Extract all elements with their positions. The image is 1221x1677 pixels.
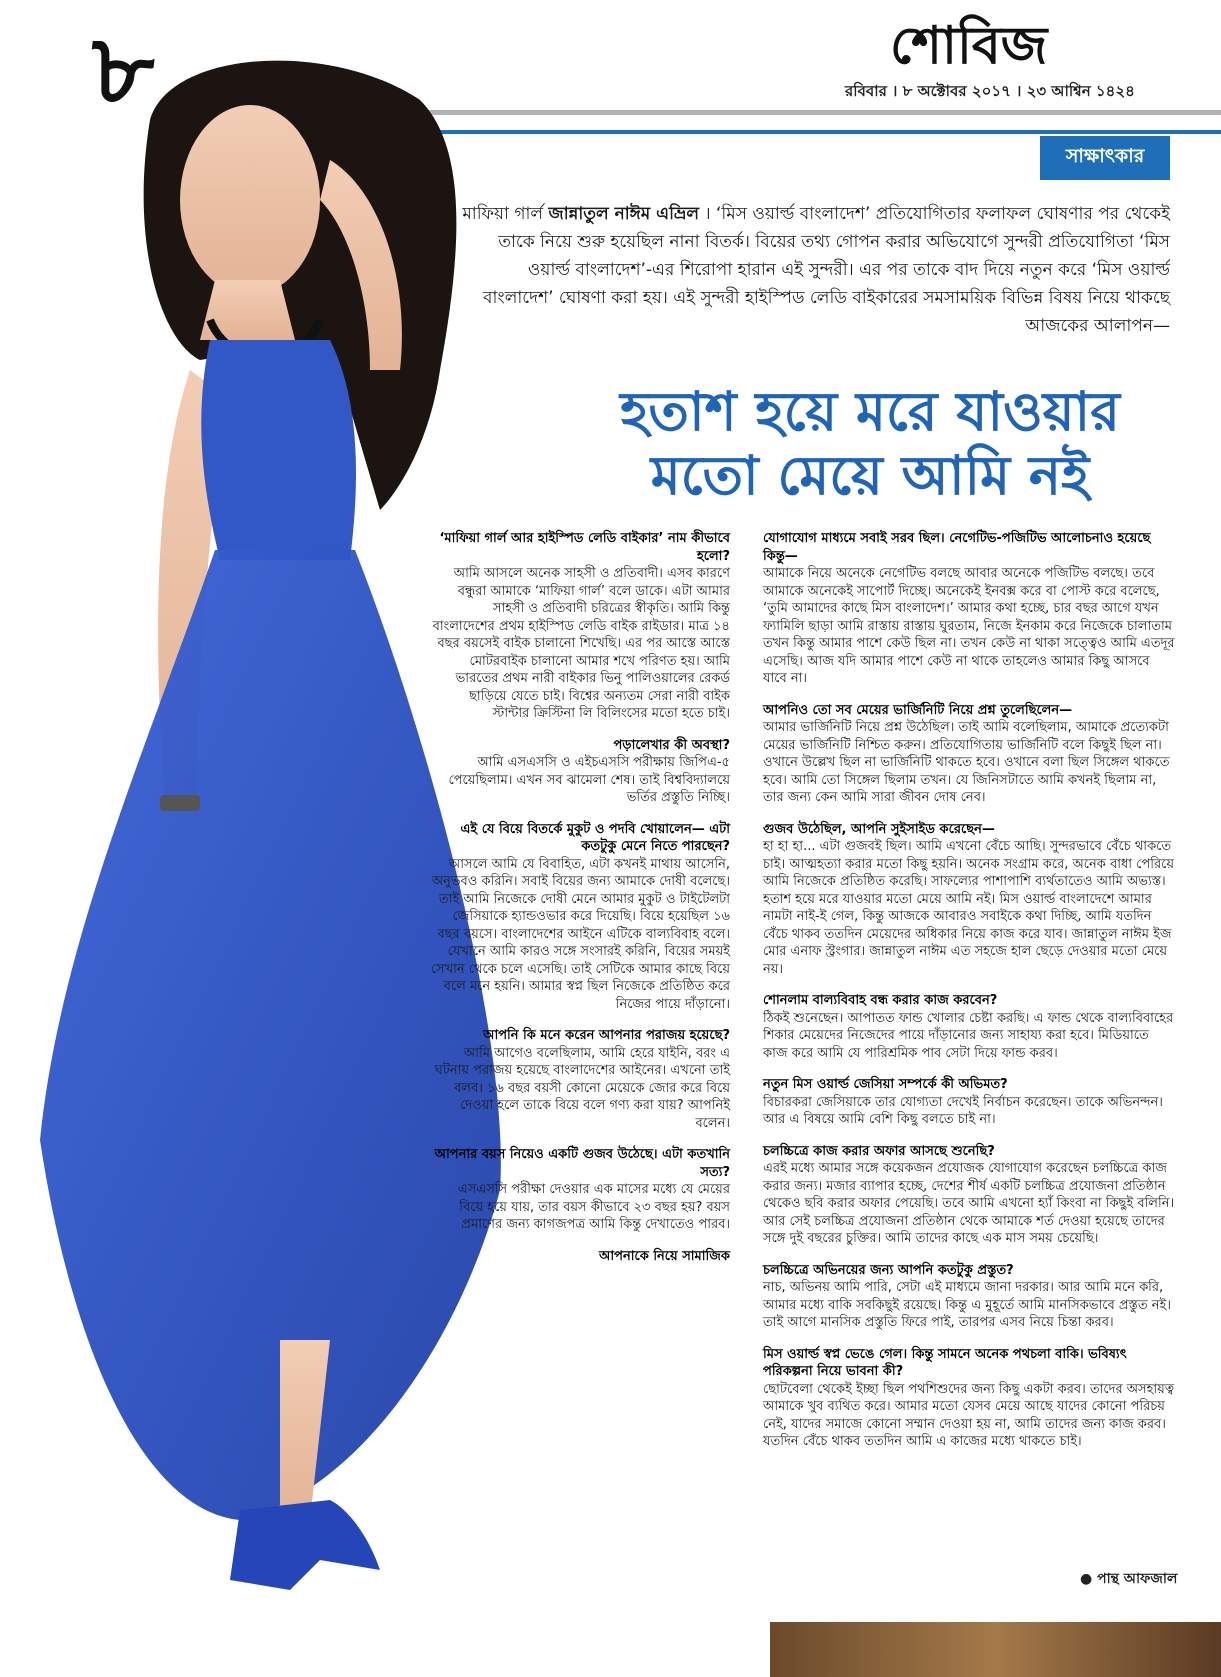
question: এই যে বিয়ে বিতর্কে মুকুট ও পদবি খোয়ালেন— এটা কতটুকু মেনে নিতে পারছেন? bbox=[460, 821, 730, 854]
question: আপনি কি মনে করেন আপনার পরাজয় হয়েছে? bbox=[483, 1028, 730, 1043]
answer: আমি আগেও বলেছিলাম, আমি হেরে যাইনি, বরং এ ঘটনায় পরাজয় হয়েছে বাংলাদেশের আইনের। এখনো তাই বলব। ১৬ বছর বয়সী কোনো মেয়েকে জোর করে বিয়ে দেওয়া হলে তাকে বিয়ে বলে গণ্য করা যায়? আপনিই বলেন। bbox=[434, 1045, 730, 1131]
qa-column-left bbox=[430, 530, 730, 1279]
answer: আমি আসলে অনেক সাহসী ও প্রতিবাদী। এসব কারণে বন্ধুরা আমাকে ‘মাফিয়া গার্ল’ বলে ডাকে। এটা আমার সাহসী ও প্রতিবাদী চরিত্রের স্বীকৃতি। আমি কিন্তু বাংলাদেশের প্রথম হাইস্পিড লেডি বাইক রাইডার। মাত্র ১৪ বছর বয়সেই বাইক চালানো শিখেছি। এর পর আস্তে আস্তে মোটরবাইক চালানো আমার শখে পরিণত হয়। আমি ভারতের প্রথম নারী বাইকার ভিনু পালিওয়ালের রেকর্ড ছাড়িয়ে যেতে চাই। বিশ্বের অন্যতম সেরা নারী বাইক স্টান্টার ক্রিস্টিনা লি বিলিংসের মতো হতে চাই। bbox=[432, 566, 730, 721]
intro-name: জান্নাতুল নাঈম এভ্রিল bbox=[548, 204, 700, 224]
question: চলচ্চিত্রে অভিনয়ের জন্য আপনি কতটুকু প্রস্তুত? bbox=[763, 1262, 1014, 1278]
qa-column-right bbox=[763, 530, 1176, 1465]
answer: এরই মধ্যে আমার সঙ্গে কয়েকজন প্রযোজক যোগাযোগ করেছেন চলচ্চিত্রে কাজ করার জন্য। মজার ব্যাপার হচ্ছে, দেশের শীর্ষ একটি চলচ্চিত্র প্রযোজনা প্রতিষ্ঠান থেকেও ছবি করার অফার পেয়েছি। তবে আমি এখনো হ্যাঁ কিংবা না কিছুই বলিনি। আর সেই চলচ্চিত্র প্রযোজনা প্রতিষ্ঠান থেকে আমাকে শর্ত দেওয়া হয়েছে তাদের সঙ্গে দুই বছরের চুক্তির। আমি তাদের কাছে এক মাস সময় চেয়েছি। bbox=[763, 1161, 1175, 1246]
answer: আসলে আমি যে বিবাহিত, এটা কখনই মাথায় আসেনি, অনুভবও করিনি। সবাই বিয়ের জন্য আমাকে দোষী বলেছে। তাই আমি নিজেকে দোষী মেনে আমার মুকুট ও টাইটেলটা জেসিয়াকে হ্যান্ডওভার করে দিয়েছি। বিয়ে হয়েছিল ১৬ বছর বয়সে। বাংলাদেশের আইনে এটিকে বাল্যবিবাহ বলে। যেখানে আমি কারও সঙ্গে সংসারই করিনি, বিয়ের সময়ই সেখান থেকে চলে এসেছি। তাই সেটিকে আমার কাছে বিয়ে বলে মনে হয়নি। আমার স্বপ্ন ছিল নিজেকে প্রতিষ্ঠিত করে নিজের পায়ে দাঁড়ানো। bbox=[430, 856, 730, 1012]
section-tag: সাক্ষাৎকার bbox=[1040, 136, 1170, 180]
question: যোগাযোগ মাধ্যমে সবাই সরব ছিল। নেগেটিভ-পজিটিভ আলোচনাও হয়েছে কিন্তু— bbox=[763, 531, 1151, 564]
intro-paragraph bbox=[460, 200, 1170, 340]
question: আপনার বয়স নিয়েও একটি গুজব উঠেছে। এটা কতখানি সত্য? bbox=[434, 1147, 730, 1180]
section-title: শোবিজ bbox=[890, 16, 1048, 76]
byline: ● পান্থ আফজাল bbox=[1080, 1571, 1178, 1587]
answer: ঠিকই শুনেছেন। আপাতত ফান্ড খোলার চেষ্টা করছি। এ ফান্ড থেকে বাল্যবিবাহের শিকার মেয়েদের নিজেদের পায়ে দাঁড়ানোর জন্য সাহায্য করা হবে। মিডিয়াতে কাজ করে আমি যে পারিশ্রমিক পাব সেটা দিয়ে ফান্ড করব। bbox=[763, 1010, 1174, 1061]
answer: ছোটবেলা থেকেই ইচ্ছা ছিল পথশিশুদের জন্য কিছু একটা করব। তাদের অসহায়ত্ব আমাকে খুব ব্যথিত করে। আমার মতো যেসব মেয়ে আছে যাদের কোনো পরিচয় নেই, যাদের সমাজে কোনো সম্মান দেওয়া হয় না, আমি তাদের জন্য কাজ করব। যতদিন বেঁচে থাকব ততদিন আমি এ কাজের মধ্যে থাকতে চাই। bbox=[763, 1381, 1175, 1449]
face bbox=[180, 105, 320, 295]
answer: আমাকে নিয়ে অনেকে নেগেটিভ বলছে আবার অনেকে পজিটিভ বলছে। তবে আমাকে অনেকেই সাপোর্ট দিচ্ছে। অনেকেই ইনবক্স করে বা পোস্ট করে বলেছে, ‘তুমি আমাদের কাছে মিস বাংলাদেশ।’ আমার কথা হচ্ছে, চার বছর আগে যখন ফ্যামিলি ছাড়া আমি রাস্তায় রাস্তায় ঘুরতাম, নিজে ইনকাম করে নিজেকে চালাতাম তখন কিন্তু আমার পাশে কেউ ছিল না। তখন কেউ না থাকা সত্ত্বেও আমি এতদূর এসেছি। আজ যদি আমার পাশে কেউ না থাকে তাহলেও আমার কিছু আসবে যাবে না। bbox=[763, 566, 1175, 686]
headline bbox=[560, 380, 1180, 508]
question: আপনাকে নিয়ে সামাজিক bbox=[598, 1248, 730, 1264]
bottom-photo-strip bbox=[770, 1622, 1221, 1677]
answer: বিচারকরা জেসিয়াকে তার যোগ্যতা দেখেই নির্বাচন করেছেন। তাকে অভিনন্দন। আর এ বিষয়ে আমি বেশি কিছু বলতে চাই না। bbox=[763, 1094, 1163, 1127]
question: চলচ্চিত্রে কাজ করার অফার আসছে শুনেছি? bbox=[763, 1143, 995, 1159]
answer: আমার ভার্জিনিটি নিয়ে প্রশ্ন উঠেছিল। তাই আমি বলেছিলাম, আমাকে প্রত্যেকটা মেয়ের ভার্জিনিটি নিশ্চিত করুন। প্রতিযোগিতায় ভার্জিনিটি বলে কিছুই ছিল না। ওখানে উল্লেখ ছিল না ভার্জিনিটি থাকতে হবে। ওখানে বলা ছিল সিঙ্গেল থাকতে হবে। আমি তো সিঙ্গেল ছিলাম তখন। যে জিনিসটাতে আমি কখনই ছিলাম না, তার জন্য কেন আমি সারা জীবন দোষ নেব। bbox=[763, 720, 1170, 805]
blue-shoe bbox=[230, 1500, 380, 1590]
question: গুজব উঠেছিল, আপনি সুইসাইড করেছেন— bbox=[763, 821, 995, 837]
answer: এসএসসি পরীক্ষা দেওয়ার এক মাসের মধ্যে যে মেয়ের বিয়ে হয়ে যায়, তার বয়স কীভাবে ২৩ বছর হয়? বয়স প্রমাণের জন্য কাগজপত্র আমি কিন্তু দেখাতেও পারব। bbox=[457, 1182, 730, 1232]
question: নতুন মিস ওয়ার্ল্ড জেসিয়া সম্পর্কে কী অভিমত? bbox=[763, 1077, 1008, 1092]
answer: আমি এসএসসি ও এইচএসসি পরীক্ষায় জিপিএ-৫ পেয়েছিলাম। এখন সব ঝামেলা শেষ। তাই বিশ্ববিদ্যালয়ে ভর্তির প্রস্তুতি নিচ্ছি। bbox=[448, 755, 730, 805]
answer: হা হা হা... এটা গুজবই ছিল। আমি এখনো বেঁচে আছি। সুন্দরভাবে বেঁচে থাকতে চাই। আত্মহত্যা করার মতো কিছু হয়নি। অনেক সংগ্রাম করে, অনেক বাধা পেরিয়ে আমি নিজেকে প্রতিষ্ঠিত করেছি। সাফল্যের পাশাপাশি ব্যর্থতাতেও আমি অভ্যস্ত। হতাশ হয়ে মরে যাওয়ার মতো মেয়ে আমি নই। মিস ওয়ার্ল্ড বাংলাদেশে আমার নামটা নাই-ই গেল, কিন্তু আজকে আবারও সবাইকে কথা দিচ্ছি, আমি যতদিন বেঁচে থাকব ততদিন মেয়েদের অধিকার নিয়ে কাজ করে যাব। জান্নাতুল নাঈম ইজ মোর এনাফ স্ট্রংগার। জান্নাতুল নাঈম এত সহজে হাল ছেড়ে দেওয়ার মতো মেয়ে নয়। bbox=[763, 839, 1175, 977]
wristwatch bbox=[160, 795, 200, 811]
question: পড়ালেখার কী অবস্থা? bbox=[613, 737, 730, 753]
page-number: ৮ bbox=[92, 14, 155, 126]
question: আপনিও তো সব মেয়ের ভার্জিনিটি নিয়ে প্রশ্ন তুলেছিলেন— bbox=[763, 702, 1073, 718]
question: মিস ওয়ার্ল্ড স্বপ্ন ভেঙে গেল। কিন্তু সামনে অনেক পথচলা বাকি। ভবিষ্যৎ পরিকল্পনা নিয়ে ভাবনা কী? bbox=[763, 1346, 1127, 1379]
headline-line-2: মতো মেয়ে আমি নই bbox=[650, 444, 1090, 507]
question: ‘মাফিয়া গার্ল আর হাইস্পিড লেডি বাইকার’ নাম কীভাবে হলো? bbox=[439, 531, 730, 564]
question: শোনলাম বাল্যবিবাহ বন্ধ করার কাজ করবেন? bbox=[763, 993, 998, 1008]
dress-bodice bbox=[201, 340, 356, 560]
dateline: রবিবার । ৮ অক্টোবর ২০১৭ । ২৩ আশ্বিন ১৪২৪ bbox=[845, 82, 1135, 100]
answer: নাচ, অভিনয় আমি পারি, সেটা এই মাধ্যমে জানা দরকার। আর আমি মনে করি, আমার মধ্যে বাকি সবকিছুই রয়েছে। কিন্তু এ মুহূর্তে আমি মানসিকভাবে প্রস্তুত নই। তাই আগে মানসিক প্রস্তুতি ফিরে পাই, তারপর এসব নিয়ে চিন্তা করব। bbox=[763, 1280, 1171, 1330]
intro-text: । ‘মিস ওয়ার্ল্ড বাংলাদেশ’ প্রতিযোগিতার ফলাফল ঘোষণার পর থেকেই তাকে নিয়ে শুরু হয়েছিল নানা বিতর্ক। বিয়ের তথ্য গোপন করার অভিযোগে সুন্দরী প্রতিযোগিতা ‘মিস ওয়ার্ল্ড বাংলাদেশ’-এর শিরোপা হারান এই সুন্দরী। এর পর তাকে বাদ দিয়ে নতুন করে ‘মিস ওয়ার্ল্ড বাংলাদেশ’ ঘোষণা করা হয়। এই সুন্দরী হাইস্পিড লেডি বাইকারের সমসাময়িক বিভিন্ন বিষয় নিয়ে থাকছে আজকের আলাপন— bbox=[483, 204, 1170, 336]
headline-line-1: হতাশ হয়ে মরে যাওয়ার bbox=[620, 380, 1120, 443]
intro-lead: মাফিয়া গার্ল bbox=[462, 204, 544, 224]
